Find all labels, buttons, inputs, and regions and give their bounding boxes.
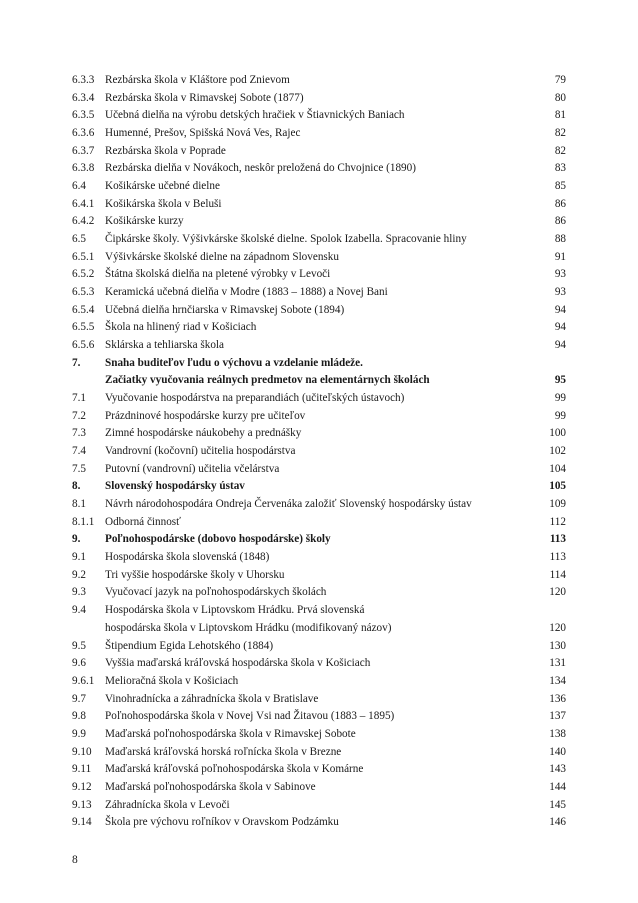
toc-entry-page: 99 (554, 409, 566, 422)
toc-entry-title: Košikárska škola v Beluši (105, 197, 222, 210)
toc-entry-number: 6.4.1 (72, 197, 95, 210)
toc-entry-title: Keramická učebná dielňa v Modre (1883 – 1888) a Novej Bani (105, 286, 388, 299)
toc-entry-page: 113 (549, 533, 566, 546)
toc-entry-title: Vyučovací jazyk na poľnohospodárskych školách (105, 586, 327, 599)
toc-entry (72, 425, 566, 443)
toc-entry-title: Košikárske učebné dielne (105, 180, 220, 193)
toc-entry-page: 143 (549, 763, 566, 776)
toc-entry (72, 638, 566, 656)
toc-entry-number: 9.13 (72, 798, 92, 811)
toc-entry-page: 136 (549, 692, 566, 705)
toc-entry-number: 8.1.1 (72, 515, 95, 528)
toc-entry-title: Hospodárska škola slovenská (1848) (105, 551, 270, 564)
toc-entry (72, 125, 566, 143)
toc-entry-number: 7.3 (72, 427, 86, 440)
toc-entry (72, 408, 566, 426)
toc-entry-title: Maďarská kráľovská horská roľnícka škola v Brezne (105, 745, 342, 758)
toc-entry-number: 6.5.1 (72, 250, 95, 263)
toc-entry-page: 134 (549, 674, 566, 687)
toc-entry-page: 144 (549, 780, 566, 793)
toc-entry (72, 337, 566, 355)
toc-entry-title: Návrh národohospodára Ondreja Červenáka založiť Slovenský hospodársky ústav (105, 498, 472, 511)
toc-entry-page: 79 (554, 74, 566, 86)
toc-entry-page: 102 (549, 445, 566, 458)
toc-entry (72, 72, 566, 90)
toc-entry (72, 90, 566, 108)
toc-entry-number: 9.9 (72, 727, 86, 740)
toc-entry-page: 88 (554, 233, 566, 246)
toc-entry-page: 109 (549, 498, 566, 511)
toc-entry-number: 9. (72, 533, 81, 546)
toc-entry-page: 112 (549, 515, 566, 528)
toc-entry-page: 145 (549, 798, 566, 811)
toc-entry (72, 266, 566, 284)
toc-entry-title: Putovní (vandrovní) učitelia včelárstva (105, 462, 280, 475)
toc-entry-title: Škola na hlinený riad v Košiciach (105, 321, 257, 334)
toc-entry-page: 113 (549, 551, 566, 564)
toc-entry-page: 140 (549, 745, 566, 758)
toc-entry-number: 9.6 (72, 657, 86, 670)
toc-entry-number: 9.14 (72, 816, 92, 829)
toc-entry-title: Štátna školská dielňa na pletené výrobky v Levoči (105, 268, 331, 281)
toc-entry-title: Vyššia maďarská kráľovská hospodárska škola v Košiciach (105, 657, 371, 670)
toc-entry-title: Tri vyššie hospodárske školy v Uhorsku (105, 568, 285, 581)
toc-entry-page: 146 (549, 816, 566, 829)
toc-entry-number: 8.1 (72, 498, 86, 511)
toc-entry (72, 231, 566, 249)
toc-entry-number: 9.12 (72, 780, 92, 793)
toc-entry-title: hospodárska škola v Liptovskom Hrádku (modifikovaný názov) (105, 621, 392, 634)
toc-entry-page: 94 (554, 339, 566, 352)
toc-entry-number: 9.6.1 (72, 674, 95, 687)
toc-entry-number: 6.3.7 (72, 144, 95, 157)
toc-entry-title: Výšivkárske školské dielne na západnom Slovensku (105, 250, 339, 263)
toc-entry-title: Čipkárske školy. Výšivkárske školské dielne. Spolok Izabella. Spracovanie hliny (105, 233, 467, 246)
toc-entry-title: Snaha buditeľov ľudu o výchovu a vzdelanie mládeže. (105, 356, 363, 369)
toc-entry-title: Rezbárska škola v Rimavskej Sobote (1877) (105, 91, 304, 104)
toc-entry-number: 6.3.8 (72, 162, 95, 175)
toc-entry-title: Sklárska a tehliarska škola (105, 339, 224, 352)
toc-entry-number: 6.5.4 (72, 303, 95, 316)
toc-entry-title: Rezbárska škola v Kláštore pod Znievom (105, 74, 290, 86)
toc-entry (72, 567, 566, 585)
toc-entry-title: Slovenský hospodársky ústav (105, 480, 245, 493)
toc-entry-title: Škola pre výchovu roľníkov v Oravskom Podzámku (105, 816, 339, 829)
toc-entry-title: Rezbárska škola v Poprade (105, 144, 226, 157)
toc-entry-page: 82 (554, 144, 566, 157)
toc-entry-number: 6.5.6 (72, 339, 95, 352)
toc-entry-page: 85 (554, 180, 566, 193)
toc-entry-page: 93 (554, 286, 566, 299)
toc-entry-page: 105 (549, 480, 566, 493)
toc-entry-title: Melioračná škola v Košiciach (105, 674, 239, 687)
toc-entry (72, 461, 566, 479)
toc-entry-page: 138 (549, 727, 566, 740)
toc-entry-number: 6.5.2 (72, 268, 95, 281)
toc-entry-number: 9.1 (72, 551, 86, 564)
toc-entry (72, 196, 566, 214)
toc-entry (72, 726, 566, 744)
toc-entry-page: 86 (554, 215, 566, 228)
toc-entry-title: Zimné hospodárske náukobehy a prednášky (105, 427, 302, 440)
toc-entry (72, 160, 566, 178)
toc-entry (72, 655, 566, 673)
toc-entry-page: 86 (554, 197, 566, 210)
toc-entry (72, 744, 566, 762)
toc-entry (72, 443, 566, 461)
toc-entry (72, 249, 566, 267)
toc-entry-title: Vandrovní (kočovní) učitelia hospodárstva (105, 445, 296, 458)
toc-entry-page: 104 (549, 462, 566, 475)
toc-entry-title: Maďarská kráľovská poľnohospodárska škola v Komárne (105, 763, 364, 776)
toc-entry-number: 7.5 (72, 462, 86, 475)
toc-entry-page: 120 (549, 621, 566, 634)
toc-entry-number: 7.1 (72, 392, 86, 405)
toc-entry (72, 584, 566, 602)
toc-entry-page: 91 (554, 250, 566, 263)
toc-entry-number: 7.2 (72, 409, 86, 422)
toc-entry-title: Začiatky vyučovania reálnych predmetov na elementárnych školách (105, 374, 430, 387)
toc-entry-number: 6.5.3 (72, 286, 95, 299)
toc-entry (72, 178, 566, 196)
toc-entry (72, 355, 566, 373)
toc-entry-page: 95 (554, 374, 566, 387)
table-of-contents (72, 72, 566, 832)
toc-entry (72, 708, 566, 726)
toc-entry-number: 6.4.2 (72, 215, 95, 228)
toc-entry-page: 120 (549, 586, 566, 599)
toc-entry-title: Vyučovanie hospodárstva na preparandiách (učiteľských ústavoch) (105, 392, 405, 405)
toc-entry (72, 691, 566, 709)
toc-entry (72, 302, 566, 320)
toc-entry-title: Poľnohospodárska škola v Novej Vsi nad Žitavou (1883 – 1895) (105, 710, 395, 723)
toc-entry-page: 131 (549, 657, 566, 670)
toc-entry-title: Štipendium Egida Lehotského (1884) (105, 639, 274, 652)
toc-entry-number: 6.5 (72, 233, 86, 246)
toc-entry-number: 6.4 (72, 180, 86, 193)
toc-entry-number: 9.8 (72, 710, 86, 723)
toc-entry (72, 761, 566, 779)
toc-entry-page: 99 (554, 392, 566, 405)
toc-entry-page: 80 (554, 91, 566, 104)
toc-entry-number: 9.2 (72, 568, 86, 581)
toc-entry (72, 319, 566, 337)
toc-entry (72, 779, 566, 797)
toc-entry-number: 7. (72, 356, 81, 369)
toc-entry (72, 372, 566, 390)
toc-entry-number: 9.3 (72, 586, 86, 599)
toc-entry-page: 82 (554, 127, 566, 140)
toc-entry-number: 9.7 (72, 692, 86, 705)
toc-entry-title: Maďarská poľnohospodárska škola v Rimavskej Sobote (105, 727, 356, 740)
toc-entry (72, 797, 566, 815)
toc-entry-title: Odborná činnosť (105, 515, 181, 528)
toc-entry-number: 9.5 (72, 639, 86, 652)
toc-entry-number: 9.4 (72, 604, 86, 617)
toc-entry (72, 673, 566, 691)
toc-entry-title: Prázdninové hospodárske kurzy pre učiteľov (105, 409, 306, 422)
toc-entry (72, 496, 566, 514)
toc-entry-page: 100 (549, 427, 566, 440)
toc-entry (72, 213, 566, 231)
toc-entry-page: 137 (549, 710, 566, 723)
toc-entry-title: Rezbárska dielňa v Novákoch, neskôr preložená do Chvojnice (1890) (105, 162, 416, 175)
toc-entry (72, 531, 566, 549)
toc-entry-page: 81 (554, 109, 566, 122)
toc-entry-title: Vinohradnícka a záhradnícka škola v Bratislave (105, 692, 319, 705)
page-number: 8 (72, 854, 78, 866)
toc-entry-page: 114 (549, 568, 566, 581)
toc-entry (72, 620, 566, 638)
toc-entry-title: Učebná dielňa hrnčiarska v Rimavskej Sobote (1894) (105, 303, 345, 316)
toc-entry-page: 94 (554, 321, 566, 334)
toc-entry-number: 6.3.6 (72, 127, 95, 140)
toc-entry (72, 478, 566, 496)
toc-entry (72, 107, 566, 125)
toc-entry-number: 6.5.5 (72, 321, 95, 334)
toc-entry-page: 83 (554, 162, 566, 175)
toc-entry-title: Hospodárska škola v Liptovskom Hrádku. Prvá slovenská (105, 604, 365, 617)
toc-entry (72, 514, 566, 532)
toc-entry-title: Záhradnícka škola v Levoči (105, 798, 230, 811)
toc-entry (72, 284, 566, 302)
toc-entry-title: Poľnohospodárske (dobovo hospodárske) školy (105, 533, 331, 546)
toc-entry-page: 130 (549, 639, 566, 652)
toc-entry (72, 602, 566, 620)
toc-entry-number: 6.3.3 (72, 74, 95, 86)
toc-entry (72, 549, 566, 567)
toc-entry-number: 9.11 (72, 763, 92, 776)
toc-entry-title: Učebná dielňa na výrobu detských hračiek v Štiavnických Baniach (105, 109, 405, 122)
toc-entry (72, 814, 566, 832)
toc-entry-title: Maďarská poľnohospodárska škola v Sabinove (105, 780, 316, 793)
toc-entry-number: 9.10 (72, 745, 92, 758)
toc-entry-number: 8. (72, 480, 81, 493)
toc-entry-number: 6.3.5 (72, 109, 95, 122)
toc-entry-number: 6.3.4 (72, 91, 95, 104)
toc-entry (72, 390, 566, 408)
toc-entry (72, 143, 566, 161)
toc-entry-page: 93 (554, 268, 566, 281)
toc-entry-number: 7.4 (72, 445, 86, 458)
toc-entry-title: Košikárske kurzy (105, 215, 184, 228)
toc-entry-title: Humenné, Prešov, Spišská Nová Ves, Rajec (105, 127, 301, 140)
toc-entry-page: 94 (554, 303, 566, 316)
